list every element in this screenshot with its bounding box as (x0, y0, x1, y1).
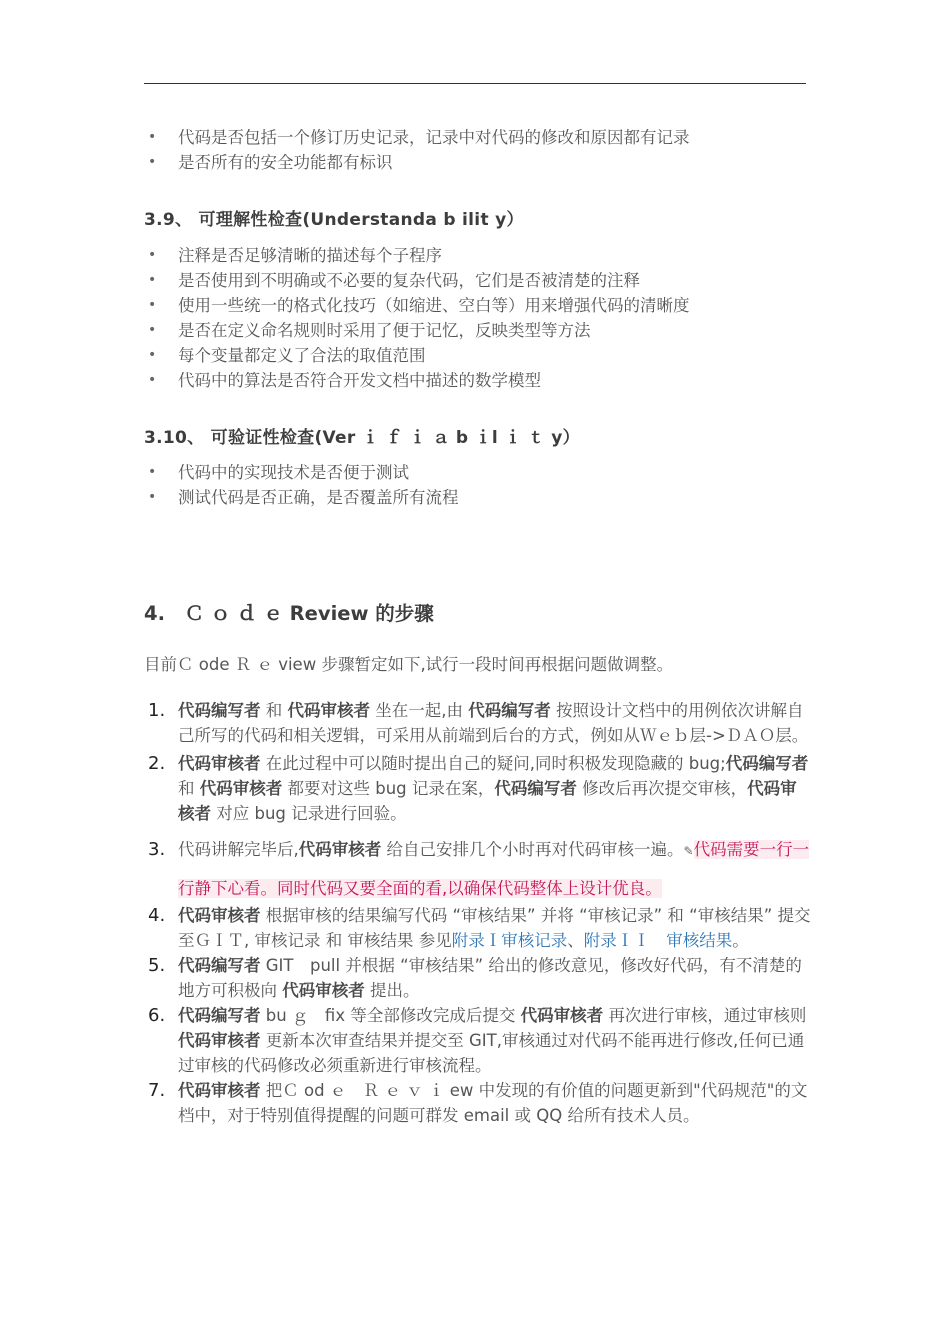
section-heading-3-9: 3.9、 可理解性检查(Understanda b ilit y） (144, 210, 524, 230)
bullet-icon: • (148, 129, 157, 145)
step-item: 2. 代码审核者 在此过程中可以随时提出自己的疑问,同时积极发现隐藏的 bug;代码编写者 和 代码审核者 都要对这些 bug 记录在案，代码编写者 修改后再次提交审核，代码审核者 对应 bug 记录进行回验。 (148, 753, 809, 823)
bullet-icon: • (148, 322, 157, 338)
list-item: • 代码中的算法是否符合开发文档中描述的数学模型 (148, 368, 690, 393)
list-item: • 注释是否足够清晰的描述每个子程序 (148, 243, 690, 268)
header-rule (144, 83, 806, 84)
list-item: • 测试代码是否正确，是否覆盖所有流程 (148, 485, 459, 510)
step-item: 6. 代码编写者 bu ｇ fix 等全部修改完成后提交 代码审核者 再次进行审核，通过审核则 代码审核者 更新本次审查结果并提交至 GIT,审核通过对代码不能再进行修改,任何已通过审核的代码修改必须重新进行审核流程。 (148, 1005, 807, 1075)
list-item: • 是否使用到不明确或不必要的复杂代码，它们是否被清楚的注释 (148, 268, 690, 293)
comment-pencil-icon[interactable]: ✎ (683, 844, 694, 858)
list-item: • 每个变量都定义了合法的取值范围 (148, 343, 690, 368)
section-heading-3-10: 3.10、 可验证性检查(Ver ｉ ｆ ｉ ａ b ｉl ｉ ｔ y） (144, 428, 580, 448)
bullet-icon: • (148, 489, 157, 505)
bullet-icon: • (148, 464, 157, 480)
step-item: 7. 代码审核者 把Ｃ od ｅ Ｒ ｅ ｖ ｉ ew 中发现的有价值的问题更新到"代码规范"的文档中，对于特别值得提醒的问题可群发 email 或 QQ 给所有技术人员。 (148, 1080, 808, 1125)
step-item: 1. 代码编写者 和 代码审核者 坐在一起,由 代码编写者 按照设计文档中的用例依次讲解自己所写的代码和相关逻辑，可采用从前端到后台的方式，例如从Ｗｅｂ层->ＤＡＯ层。 (148, 700, 809, 745)
bullet-icon: • (148, 272, 157, 288)
security-check-list (148, 125, 690, 175)
step-item: 3. 代码讲解完毕后,代码审核者 给自己安排几个小时再对代码审核一遍。✎代码需要一行一行静下心看。同时代码又要全面的看,以确保代码整体上设计优良。 (148, 839, 810, 898)
list-item: • 代码中的实现技术是否便于测试 (148, 460, 459, 485)
appendix-1-link[interactable]: 附录Ｉ审核记录 (451, 931, 568, 950)
list-item: • 是否在定义命名规则时采用了便于记忆，反映类型等方法 (148, 318, 690, 343)
bullet-icon: • (148, 347, 157, 363)
reviewer-comment: 代码需要一行一行静下心看。同时代码又要全面的看,以确保代码整体上设计优良。 (178, 840, 810, 898)
list-item: • 使用一些统一的格式化技巧（如缩进、空白等）用来增强代码的清晰度 (148, 293, 690, 318)
bullet-icon: • (148, 297, 157, 313)
section-intro: 目前Ｃ ode Ｒ ｅ view 步骤暂定如下,试行一段时间再根据问题做调整。 (144, 655, 674, 674)
bullet-icon: • (148, 154, 157, 170)
step-item: 5. 代码编写者 GIT pull 并根据 “审核结果” 给出的修改意见，修改好代码，有不清楚的地方可积极向 代码审核者 提出。 (148, 955, 802, 1000)
bullet-icon: • (148, 372, 157, 388)
step-item: 4. 代码审核者 根据审核的结果编写代码 “审核结果” 并将 “审核记录” 和 “审核结果” 提交至ＧＩＴ, 审核记录 和 审核结果 参见附录Ｉ审核记录、附录ＩＩ 审核结果。 (148, 905, 811, 950)
bullet-icon: • (148, 247, 157, 263)
section-heading-4: 4. Ｃ ｏ ｄ ｅ Review 的步骤 (144, 602, 434, 625)
appendix-2-link[interactable]: 附录ＩＩ 审核结果 (583, 931, 733, 950)
list-item: • 代码是否包括一个修订历史记录，记录中对代码的修改和原因都有记录 (148, 125, 690, 150)
review-steps-list (148, 698, 812, 1128)
verifiability-list (148, 460, 459, 510)
understandability-list (148, 243, 690, 393)
list-item: • 是否所有的安全功能都有标识 (148, 150, 690, 175)
